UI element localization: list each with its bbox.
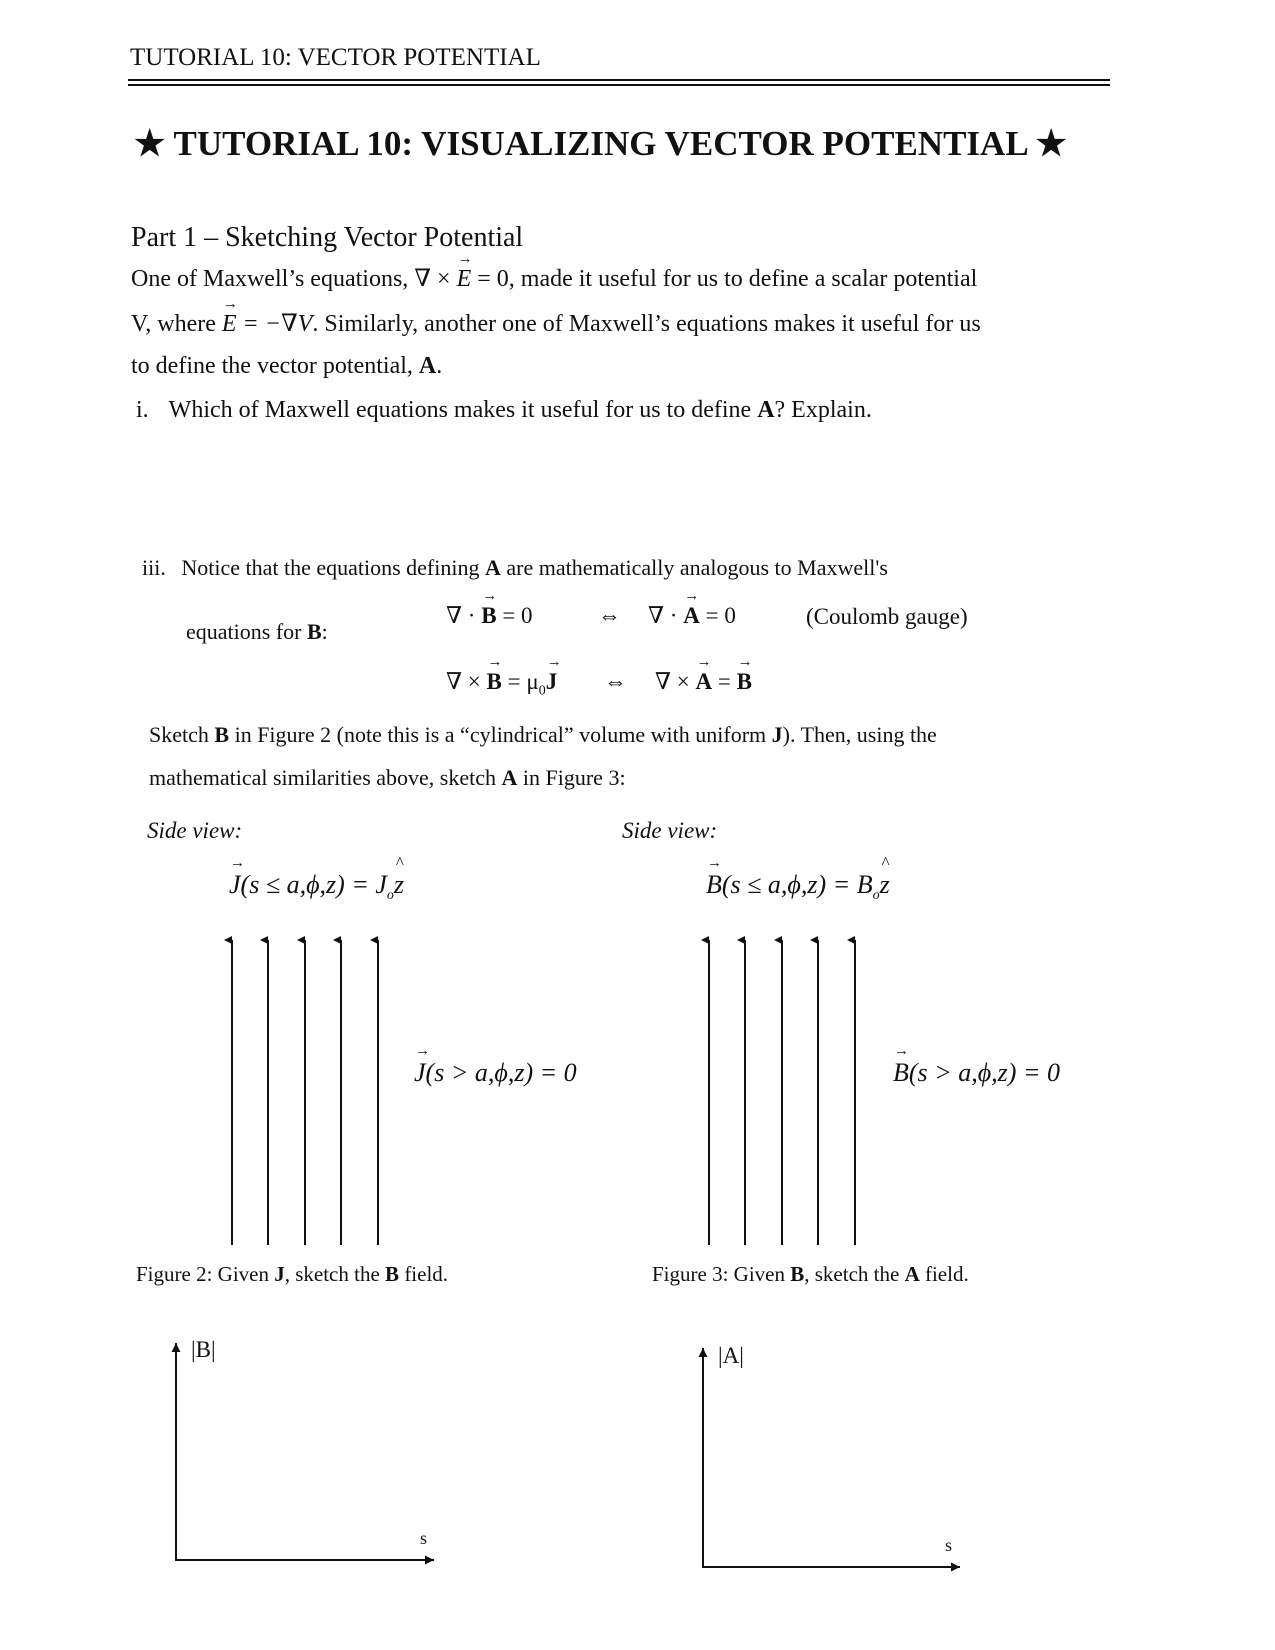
graph-b-axes — [175, 1343, 434, 1560]
bold-b: B — [385, 1262, 400, 1286]
z-hat: ^ z — [880, 870, 890, 900]
operator: ∇ × — [446, 669, 487, 694]
page-title-text: TUTORIAL 10: VISUALIZING VECTOR POTENTIAL — [173, 124, 1027, 163]
text: = 0, made it useful for us to define a scalar potential — [471, 266, 978, 292]
subscript: o — [872, 888, 880, 904]
j-symbol: → J — [414, 1058, 426, 1088]
graph-b-y-label: |B| — [191, 1337, 216, 1362]
graph-a-y-label: |A| — [718, 1343, 744, 1368]
equiv-arrow-1: ⇔ — [598, 603, 621, 628]
bold-a: A — [484, 555, 501, 580]
text: field. — [399, 1262, 449, 1286]
text: , sketch the — [804, 1262, 905, 1286]
fig2-current-arrows — [232, 940, 378, 1245]
running-header: TUTORIAL 10: VECTOR POTENTIAL — [130, 44, 541, 71]
text: ). Then, using the — [782, 722, 937, 747]
text: = −∇V — [236, 311, 313, 337]
vector-j: → J — [546, 669, 558, 695]
vector-b: → B — [737, 669, 752, 695]
fig3-side-view-label: Side view: — [622, 818, 718, 843]
text: field. — [919, 1262, 969, 1286]
bold-b: B — [214, 722, 230, 747]
text: . Similarly, another one of Maxwell’s equations makes it useful for us — [312, 311, 981, 337]
bold-a: A — [757, 397, 775, 423]
text: ? Explain. — [774, 397, 872, 423]
star-icon: ★ — [1035, 124, 1067, 163]
vector-b: → B — [481, 603, 496, 629]
bold-j: J — [771, 722, 783, 747]
text: . — [436, 353, 443, 379]
bold-a: A — [501, 765, 518, 790]
subscript: o — [386, 888, 394, 904]
text: One of Maxwell’s equations, ∇ × — [131, 266, 457, 292]
part-1-heading: Part 1 – Sketching Vector Potential — [131, 222, 524, 253]
text: to define the vector potential, — [131, 353, 419, 379]
vector-a: → A — [696, 669, 713, 695]
coulomb-gauge-label: (Coulomb gauge) — [806, 604, 968, 629]
figure-3-caption — [652, 1262, 969, 1287]
equals: = — [712, 669, 737, 694]
text: are mathematically analogous to Maxwell's — [500, 555, 888, 580]
bold-a: A — [904, 1262, 920, 1286]
question-number: i. — [136, 397, 149, 423]
rhs: = 0 — [496, 603, 533, 628]
text: mathematical similarities above, sketch — [149, 765, 502, 790]
text: Sketch — [149, 722, 215, 747]
j-symbol: → J — [229, 870, 241, 900]
bold-b: B — [790, 1262, 805, 1286]
text: : — [321, 619, 328, 644]
fig2-side-view-label: Side view: — [147, 818, 243, 843]
subscript: 0 — [538, 683, 546, 699]
graph-a-axes — [702, 1348, 960, 1567]
text: equations for — [186, 619, 307, 644]
text: in Figure 2 (note this is a “cylindrical” volume with uniform — [229, 722, 772, 747]
operator: ∇ · — [446, 603, 482, 628]
bold-a: A — [418, 353, 437, 379]
text: Figure 2: Given — [136, 1262, 275, 1286]
operator: ∇ · — [648, 603, 684, 628]
fig3-field-arrows — [709, 940, 855, 1245]
bold-b: B — [306, 619, 322, 644]
rhs: = 0 — [699, 603, 736, 628]
graph-a-x-label: s — [945, 1535, 953, 1555]
args: (s ≤ a,ϕ,z) = J — [240, 870, 387, 899]
e-field-symbol: → E — [222, 311, 237, 338]
mu: = μ — [501, 669, 539, 694]
args: (s ≤ a,ϕ,z) = B — [721, 870, 873, 899]
z-hat: ^ z — [394, 870, 404, 900]
args: (s > a,ϕ,z) = 0 — [908, 1058, 1060, 1087]
text: , sketch the — [284, 1262, 386, 1286]
text: Figure 3: Given — [652, 1262, 791, 1286]
bold-j: J — [274, 1262, 285, 1286]
text: in Figure 3: — [517, 765, 626, 790]
equiv-arrow-2: ⇔ — [604, 669, 627, 694]
text: Notice that the equations defining — [181, 555, 485, 580]
b-symbol: → B — [706, 870, 722, 900]
graph-b-x-label: s — [420, 1528, 428, 1548]
operator: ∇ × — [655, 669, 696, 694]
star-icon: ★ — [134, 124, 166, 163]
vector-a: → A — [683, 603, 700, 629]
text: V, where — [131, 311, 222, 337]
args: (s > a,ϕ,z) = 0 — [425, 1058, 577, 1087]
question-number: iii. — [142, 555, 166, 580]
text: Which of Maxwell equations makes it useful for us to define — [168, 397, 758, 423]
e-field-symbol: → E — [457, 266, 472, 293]
vector-b: → B — [487, 669, 502, 695]
figure-2-caption — [136, 1262, 448, 1287]
b-symbol: → B — [893, 1058, 909, 1088]
